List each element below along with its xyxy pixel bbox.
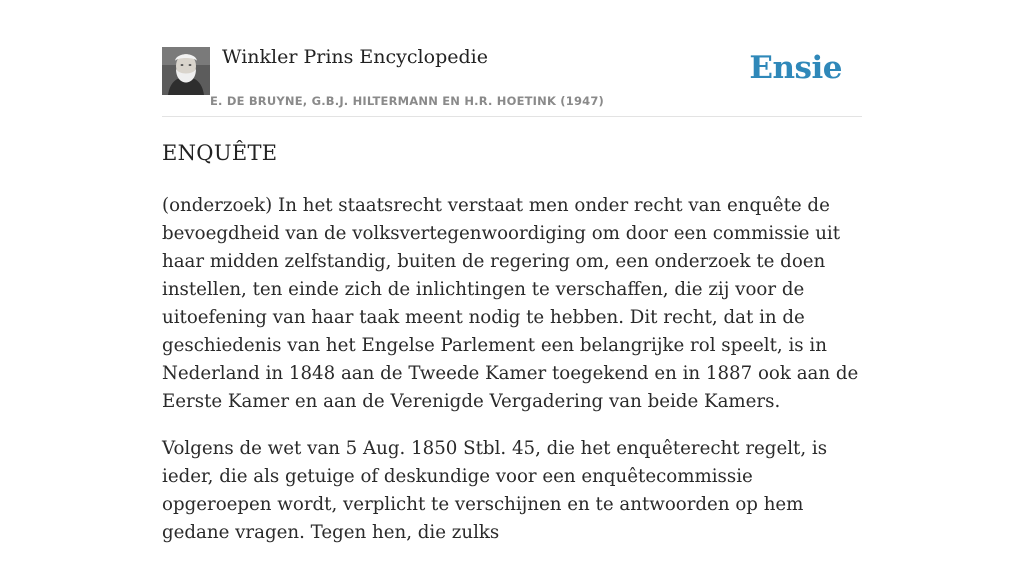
article-body (162, 192, 862, 566)
article-paragraph: Volgens de wet van 5 Aug. 1850 Stbl. 45, die het enquêterecht regelt, is ieder, die als getuige of deskundige voor een enquêtecommissie opgeroepen wordt, verplicht te verschijnen en te antwoorden op hem gedane vragen. Tegen hen, die zulks (162, 438, 828, 543)
source-title[interactable]: Winkler Prins Encyclopedie (222, 46, 488, 68)
header (162, 0, 862, 117)
portrait-icon (162, 47, 210, 95)
article-paragraph: (onderzoek) In het staatsrecht verstaat men onder recht van enquête de bevoegdheid van de volksvertegenwoordiging om door een commissie uit haar midden zelfstandig, buiten de regering om, een onderzoek te doen instellen, ten einde zich de inlichtingen te verschaffen, die zij voor de uitoefening van haar taak meent nodig te hebben. Dit recht, dat in de geschiedenis van het Engelse Parlement een belangrijke rol speelt, is in Nederland in 1848 aan de Tweede Kamer toegekend en in 1887 ook aan de Eerste Kamer en aan de Verenigde Vergadering van beide Kamers. (162, 195, 859, 412)
article-title: ENQUÊTE (162, 141, 278, 165)
avatar (162, 47, 210, 95)
brand-logo[interactable]: Ensie (749, 50, 842, 86)
authors-line: E. DE BRUYNE, G.B.J. HILTERMANN EN H.R. HOETINK (1947) (210, 94, 605, 108)
